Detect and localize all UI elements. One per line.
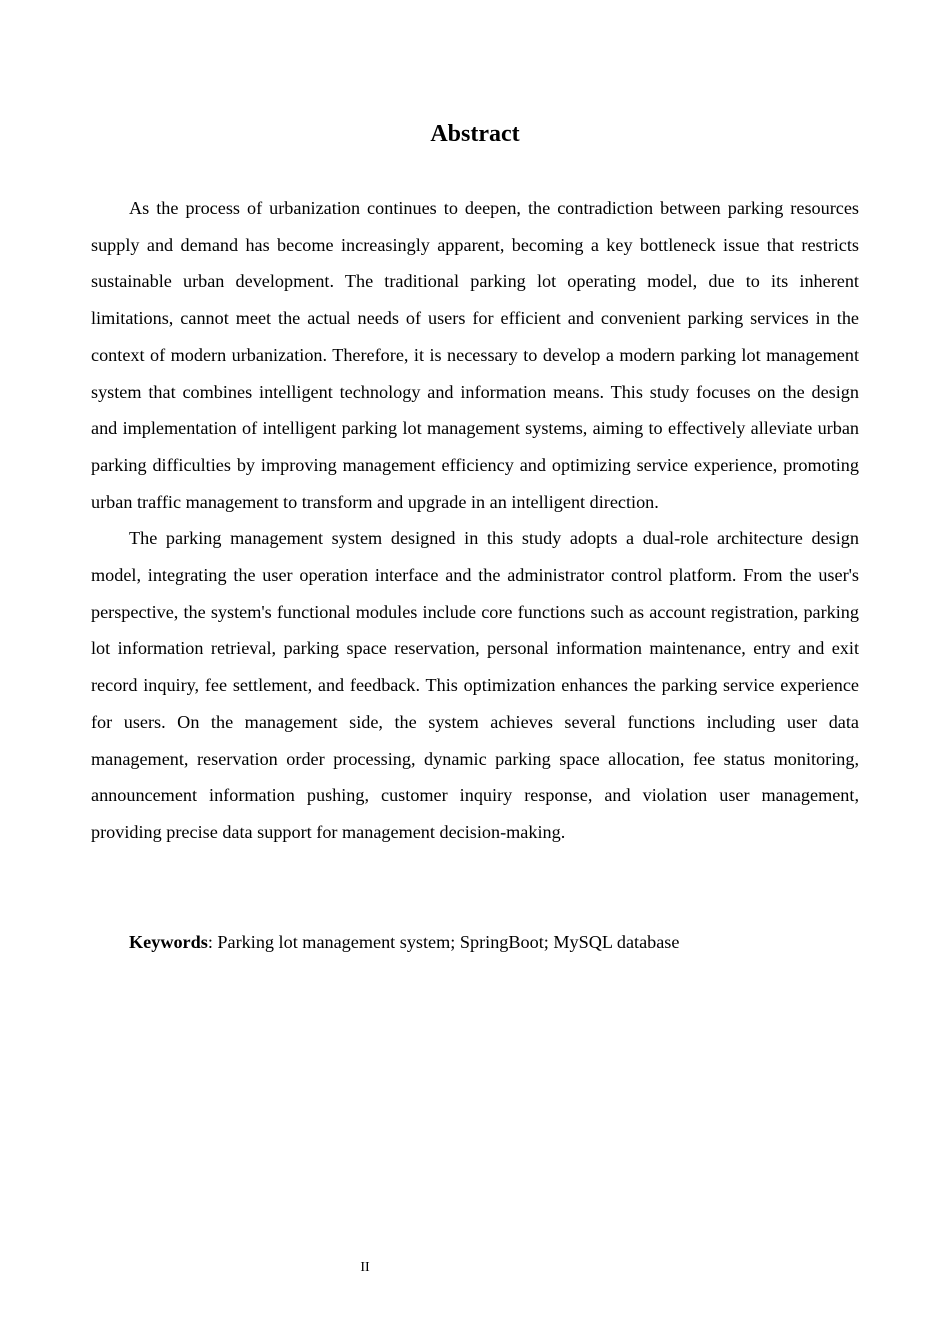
abstract-paragraph-1: As the process of urbanization continues to deepen, the contradiction between parking resources supply and demand has become increasingly apparent, becoming a key bottleneck issue that restricts sustainable urban development. The traditional parking lot operating model, due to its inherent limitations, cannot meet the actual needs of users for efficient and convenient parking services in the context of modern urbanization. Therefore, it is necessary to develop a modern parking lot management system that combines intelligent technology and information means. This study focuses on the design and implementation of intelligent parking lot management systems, aiming to effectively alleviate urban parking difficulties by improving management efficiency and optimizing service experience, promoting urban traffic management to transform and upgrade in an intelligent direction. [91,198,859,512]
keywords-line [91,924,859,961]
abstract-paragraph-2: The parking management system designed in this study adopts a dual-role architecture design model, integrating the user operation interface and the administrator control platform. From the user's perspective, the system's functional modules include core functions such as account registration, parking lot information retrieval, parking space reservation, personal information maintenance, entry and exit record inquiry, fee settlement, and feedback. This optimization enhances the parking service experience for users. On the management side, the system achieves several functions including user data management, reservation order processing, dynamic parking space allocation, fee status monitoring, announcement information pushing, customer inquiry response, and violation user management, providing precise data support for management decision-making. [91,528,859,842]
keywords-label: Keywords [129,932,208,952]
abstract-title: Abstract [430,121,520,147]
keywords-separator: : [207,932,218,952]
keywords-text: Parking lot management system; SpringBoot; MySQL database [217,932,680,952]
page-number: II [360,1260,370,1275]
abstract-body [91,190,859,851]
